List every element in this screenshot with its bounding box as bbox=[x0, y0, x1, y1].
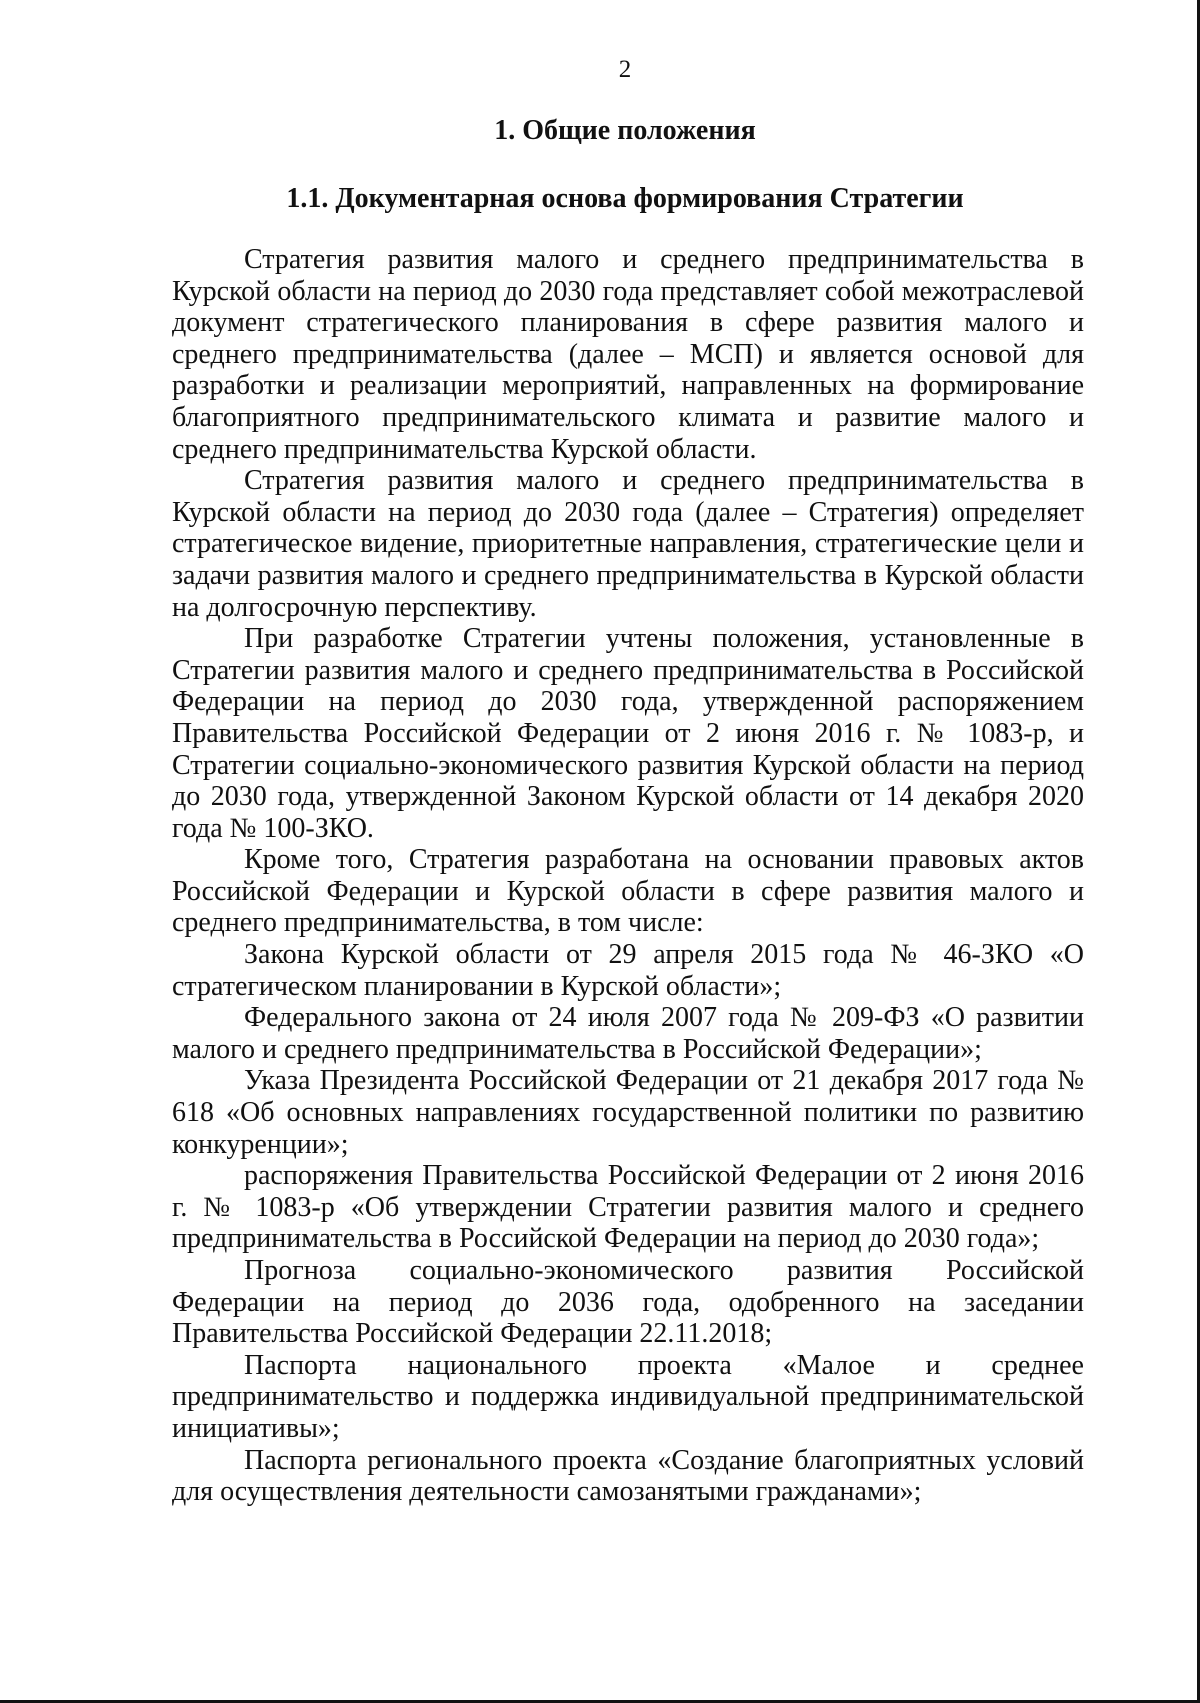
list-item-federal-law: Федерального закона от 24 июля 2007 года № 209-ФЗ «О развитии малого и среднего предпринимательства в Российской Федерации»; bbox=[172, 1002, 1084, 1065]
section-heading: 1. Общие положения bbox=[494, 115, 756, 146]
paragraph-legal-acts-intro: Кроме того, Стратегия разработана на основании правовых актов Российской Федерации и Курской области в сфере развития малого и среднего предпринимательства, в том числе: bbox=[172, 844, 1084, 939]
list-item-kursk-law: Закона Курской области от 29 апреля 2015 года № 46-ЗКО «О стратегическом планировании в Курской области»; bbox=[172, 939, 1084, 1002]
paragraph-strategy-definition: Стратегия развития малого и среднего предпринимательства в Курской области на период до 2030 года представляет собой межотраслевой документ стратегического планирования в сфере развития малого и среднего предпринимательства (далее – МСП) и является основой для разработки и реализации мероприятий, направленных на формирование благоприятного предпринимательского климата и развитие малого и среднего предпринимательства Курской области. bbox=[172, 244, 1084, 465]
list-item-national-project: Паспорта национального проекта «Малое и среднее предпринимательство и поддержка индивидуальной предпринимательской инициативы»; bbox=[172, 1349, 1084, 1444]
subsection-heading: 1.1. Документарная основа формирования Стратегии bbox=[286, 183, 964, 214]
list-item-regional-project: Паспорта регионального проекта «Создание благоприятных условий для осуществления деятельности самозанятыми гражданами»; bbox=[172, 1444, 1084, 1508]
page-number: 2 bbox=[618, 56, 632, 83]
paragraph-development-basis: При разработке Стратегии учтены положения, установленные в Стратегии развития малого и среднего предпринимательства в Российской Федерации на период до 2030 года, утвержденной распоряжением Правительства Российской Федерации от 2 июня 2016 г. № 1083-р, и Стратегии социально-экономического развития Курской области на период до 2030 года, утвержденной Законом Курской области от 14 декабря 2020 года № 100-ЗКО. bbox=[172, 623, 1084, 844]
document-body bbox=[172, 244, 1084, 1508]
paragraph-strategy-vision: Стратегия развития малого и среднего предпринимательства в Курской области на период до 2030 года (далее – Стратегия) определяет стратегическое видение, приоритетные направления, стратегические цели и задачи развития малого и среднего предпринимательства в Курской области на долгосрочную перспективу. bbox=[172, 465, 1084, 623]
list-item-forecast: Прогноза социально-экономического развития Российской Федерации на период до 2036 года, одобренного на заседании Правительства Российской Федерации 22.11.2018; bbox=[172, 1255, 1084, 1350]
list-item-government-order: распоряжения Правительства Российской Федерации от 2 июня 2016 г. № 1083-р «Об утверждении Стратегии развития малого и среднего предпринимательства в Российской Федерации на период до 2030 года»; bbox=[172, 1160, 1084, 1255]
list-item-presidential-decree: Указа Президента Российской Федерации от 21 декабря 2017 года № 618 «Об основных направлениях государственной политики по развитию конкуренции»; bbox=[172, 1065, 1084, 1160]
